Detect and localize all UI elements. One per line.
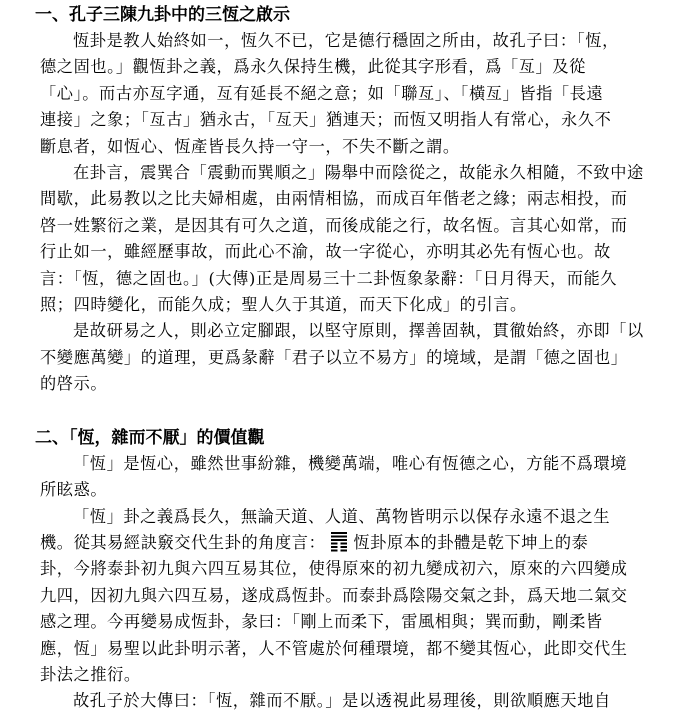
text-line: 照；四時變化，而能久成；聖人久于其道，而天下化成」的引言。 [40,295,527,315]
text-line: 斷息者，如恆心、恆產皆長久持一守一，不失不斷之謂。 [40,136,460,156]
text-line: 「心」。而古亦亙字通，亙有延長不絕之意；如「聯亙」、「橫亙」皆指「長遠 [40,83,604,103]
section-heading-1: 一、孔子三陳九卦中的三恆之啟示 [35,5,290,25]
text-line: 連接」之象；「亙古」猶永古，「亙天」猶連天；而恆又明指人有常心，永久不 [40,110,612,130]
text-line: 九四，因初九與六四互易，遂成爲恆卦。而泰卦爲陰陽交氣之卦，爲天地二氣交 [40,585,628,605]
section-heading-2: 二、「恆，雜而不厭」的價值觀 [35,427,265,448]
text-line: 「恆」卦之義爲長久，無論天道、人道、萬物皆明示以保存永遠不退之生 [73,506,611,526]
text-line: 間歇，此易教以之比夫婦相處，由兩情相協，而成百年偕老之緣；兩志相投，而 [40,189,628,209]
section-1-paragraph-1 [40,28,680,160]
tai-hexagram-icon [331,532,347,552]
text-line: 應，恆」易聖以此卦明示著，人不管處於何種環境，都不變其恆心，此即交代生 [40,638,628,658]
text-segment: 機。從其易經訣竅交代生卦的角度言： [40,532,326,552]
text-line: 卦法之推衍。 [40,664,141,684]
section-2-paragraph-3 [40,688,680,714]
text-line: 「恆」是恆心，雖然世事紛雜，機變萬端，唯心有恆德之心，方能不爲環境 [73,453,627,473]
text-line: 故孔子於大傳曰：「恆，雜而不厭。」是以透視此易理後，則欲順應天地自 [73,691,611,711]
text-line: 卦，今將泰卦初九與六四互易其位，使得原來的初九變成初六，原來的六四變成 [40,559,628,579]
section-1-paragraph-2 [40,160,680,318]
text-line-with-hexagram [40,530,680,556]
section-2-paragraph-1 [40,451,680,504]
text-line: 所眩惑。 [40,480,108,500]
text-line: 不變應萬變」的道理，更爲彖辭「君子以立不易方」的境域，是謂「德之固也」 [40,347,628,367]
text-line: 是故研易之人，則必立定腳跟，以堅守原則，擇善固執，貫徹始終，亦即「以 [73,321,644,341]
text-line: 在卦言，震巽合「震動而巽順之」陽舉中而陰從之，故能永久相隨，不致中途 [73,163,644,183]
text-line: 德之固也。」觀恆卦之義，爲永久保持生機，此從其字形看，爲「亙」及從 [40,57,586,77]
text-line: 恆卦是教人始終如一，恆久不已，它是德行穩固之所由，故孔子曰：「恆， [73,31,619,50]
section-2-paragraph-2 [40,504,680,689]
text-line: 啓一姓繁衍之業，是因其有可久之道，而後成能之行，故名恆。言其心如常，而 [40,215,628,235]
text-segment: 恆卦原本的卦體是乾下坤上的泰 [353,532,589,552]
text-line: 行止如一，雖經歷事故，而此心不渝，故一字從心，亦明其必先有恆心也。故 [40,242,611,262]
section-1-paragraph-3 [40,318,680,397]
document-page [35,2,680,715]
text-line: 的啓示。 [40,374,108,394]
text-line: 感之理。今再變易成恆卦，彖曰：「剛上而柔下，雷風相與；巽而動，剛柔皆 [40,612,603,632]
text-line: 言：「恆，德之固也。」(大傳)正是周易三十二卦恆象彖辭：「日月得天，而能久 [40,268,618,288]
